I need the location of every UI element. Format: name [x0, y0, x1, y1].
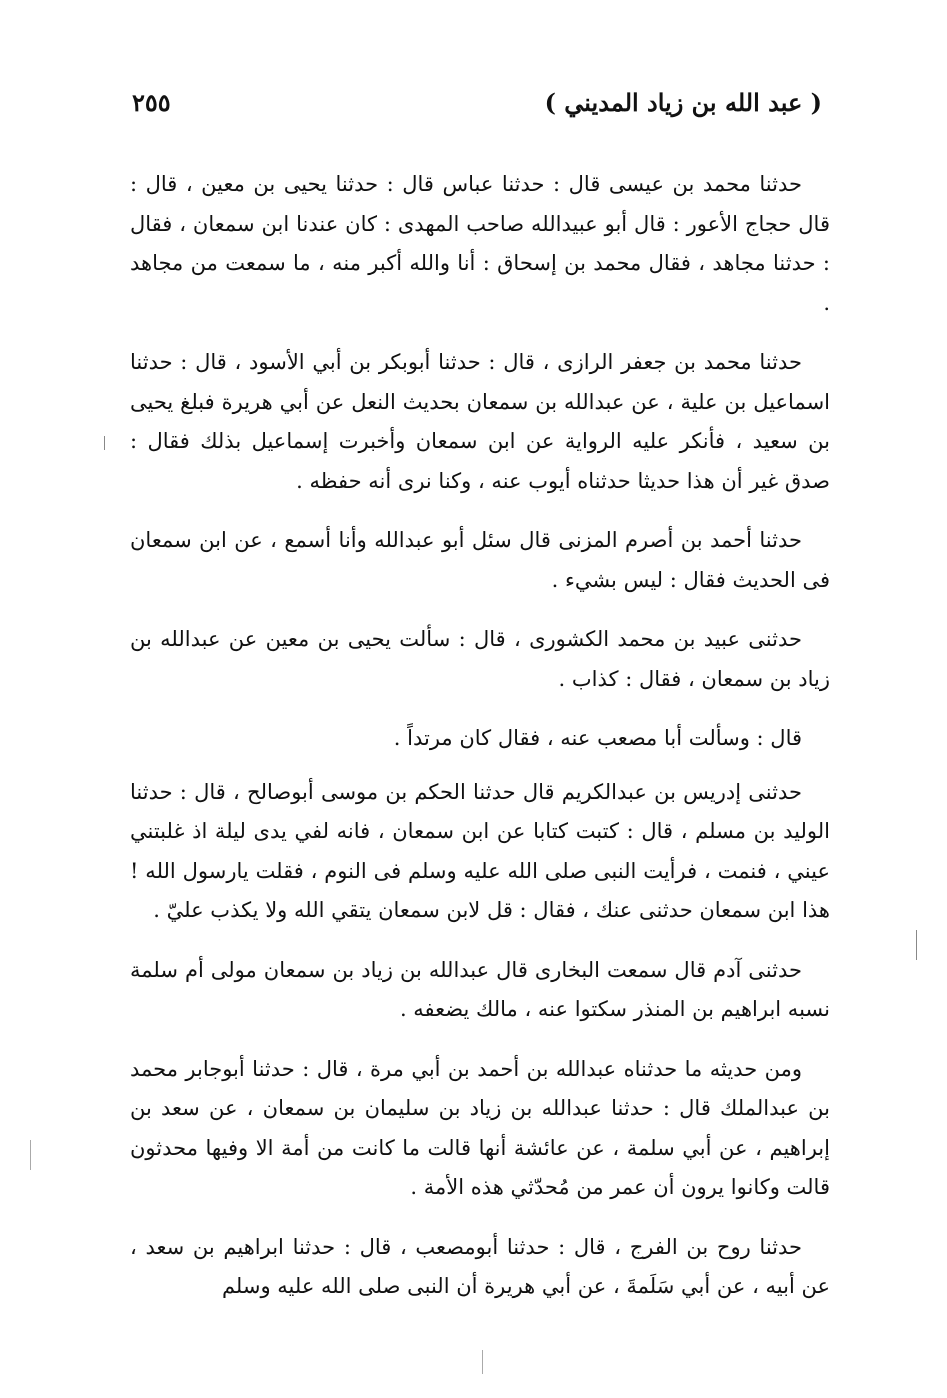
paragraph: حدثنا محمد بن عيسى قال : حدثنا عباس قال : حدثنا يحيى بن معين ، قال : قال حجاج الأعور : قال أبو عبيدالله صاحب المهدى : كان عندنا ابن سمعان ، فقال : حدثنا مجاهد ، فقال محمد بن إسحاق : أنا والله أكبر منه ، ما سمعت من مجاهد .	[130, 172, 830, 315]
paragraph: حدثنا محمد بن جعفر الرازى ، قال : حدثنا أبوبكر بن أبي الأسود ، قال : حدثنا اسماعيل بن علية ، عن عبدالله بن سمعان بحديث النعل عن أبي هريرة فبلغ يحيى بن سعيد ، فأنكر عليه الرواية عن ابن سمعان وأخبرت إسماعيل بذلك فقال : صدق غير أن هذا حديثا حدثناه أيوب عنه ، وكنا نرى أنه حفظه .	[130, 350, 830, 493]
page-number: ٢٥٥	[132, 88, 171, 117]
paragraph: حدثنى إدريس بن عبدالكريم قال حدثنا الحكم بن موسى أبوصالح ، قال : حدثنا الوليد بن مسلم ، قال : كتبت كتابا عن ابن سمعان ، فانه لفي يدى ليلة اذ غلبتني عيني ، فنمت ، فرأيت النبى صلى الله عليه وسلم فى النوم ، فقلت يارسول الله ! هذا ابن سمعان حدثنى عنك ، فقال : قل لابن سمعان يتقي الله ولا يكذب عليّ .	[130, 779, 830, 922]
body-text	[130, 165, 830, 1327]
paragraph: حدثنى عبيد بن محمد الكشورى ، قال : سألت يحيى بن معين عن عبدالله بن زياد بن سمعان ، فقال : كذاب .	[130, 627, 830, 691]
scan-mark	[30, 1140, 31, 1170]
paragraph: ومن حديثه ما حدثناه عبدالله بن أحمد بن أبي مرة ، قال : حدثنا أبوجابر محمد بن عبدالملك قال : حدثنا عبدالله بن زياد بن سليمان بن سمعان ، عن سعد بن إبراهيم ، عن أبي سلمة ، عن عائشة أنها قالت ما كانت من أمة الا وفيها محدثون قالت وكانوا يرون أن عمر من مُحدّثي هذه الأمة .	[130, 1056, 830, 1199]
running-title: ( عبد الله بن زياد المديني )	[544, 88, 822, 117]
paragraph: حدثنى آدم قال سمعت البخارى قال عبدالله بن زياد بن سمعان مولى أم سلمة نسبه ابراهيم بن المنذر سكتوا عنه ، مالك يضعفه .	[130, 957, 830, 1021]
paragraph: قال : وسألت أبا مصعب عنه ، فقال كان مرتداً .	[393, 726, 802, 750]
paragraph: حدثنا روح بن الفرج ، قال : حدثنا أبومصعب ، قال : حدثنا ابراهيم بن سعد ، عن أبيه ، عن أبي سَلَمةَ ، عن أبي هريرة أن النبى صلى الله عليه وسلم	[130, 1234, 830, 1298]
paragraph: حدثنا أحمد بن أصرم المزنى قال سئل أبو عبدالله وأنا أسمع ، عن ابن سمعان فى الحديث فقال : ليس بشيء .	[130, 528, 830, 592]
scan-mark	[104, 436, 105, 450]
page-header	[132, 88, 822, 128]
scan-mark	[482, 1350, 483, 1374]
scan-mark	[916, 930, 917, 960]
